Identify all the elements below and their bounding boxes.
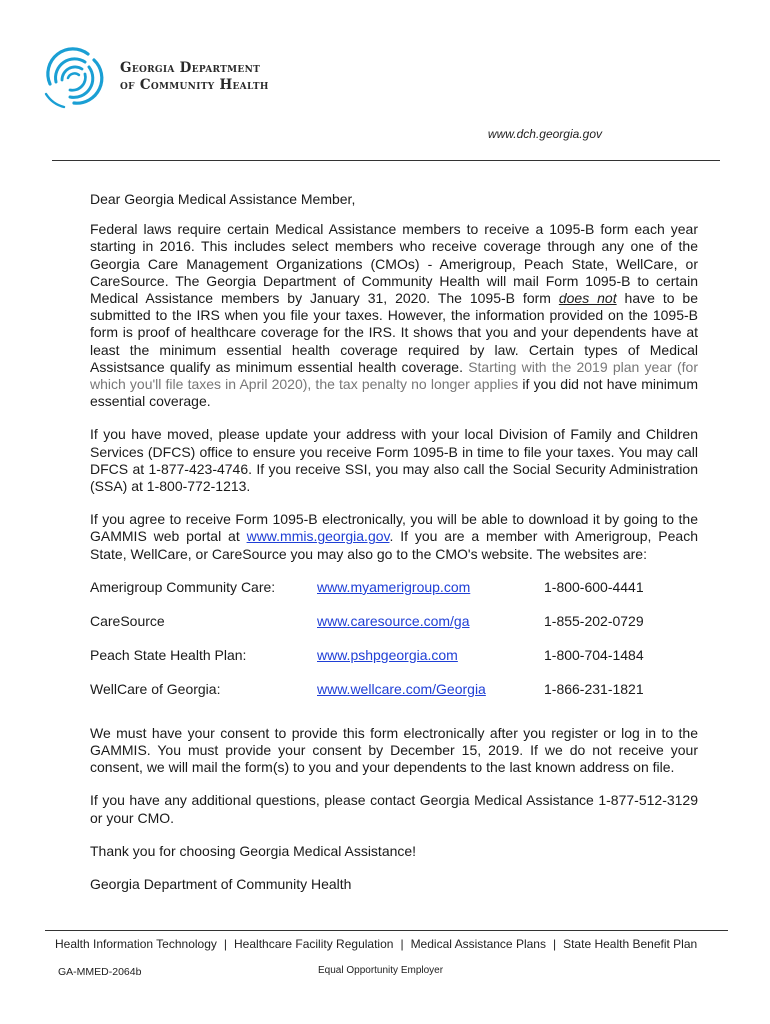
footer-nav-item: State Health Benefit Plan	[563, 937, 698, 951]
table-row	[90, 647, 698, 681]
paragraph-address-update: If you have moved, please update your address with your local Division of Family and Children Services (DFCS) office to ensure you receive Form 1095-B in time to file your taxes. You may call DFCS at 1-877-423-4746. If you receive SSI, you may also call the Social Security Administration (SSA) at 1-800-772-1213.	[90, 426, 698, 495]
dch-logo-icon	[40, 44, 108, 112]
p3-text-b: . If you are a member with Amerigroup, Peach State, WellCare, or CareSource you may also go to the CMO's website. The websites are:	[90, 528, 698, 562]
header-divider	[52, 160, 720, 161]
cmo-website-link[interactable]: www.pshpgeorgia.com	[317, 646, 458, 663]
cmo-phone: 1-800-704-1484	[544, 646, 644, 663]
signature: Georgia Department of Community Health	[90, 876, 352, 893]
cmo-name: Peach State Health Plan:	[90, 646, 247, 663]
footer-nav	[55, 937, 697, 951]
cmo-table	[90, 579, 698, 715]
paragraph-1095b-intro	[90, 221, 698, 410]
gammis-portal-link[interactable]: www.mmis.georgia.gov	[246, 528, 390, 545]
footer-nav-item: Health Information Technology	[55, 937, 217, 951]
letter-body	[90, 191, 698, 909]
cmo-website-link[interactable]: www.wellcare.com/Georgia	[317, 680, 486, 697]
p1-text-b: have to be submitted to the IRS when you file your taxes. However, the information provided on the 1095-B form is proof of healthcare coverage for the IRS. It shows that you and your dependents have at least the minimum essential health coverage required by law. Certain types of Medical Assistsance qualify as minimum essential health coverage.	[90, 290, 698, 375]
header-website: www.dch.georgia.gov	[487, 127, 602, 141]
cmo-website-link[interactable]: www.caresource.com/ga	[317, 612, 470, 629]
cmo-name: WellCare of Georgia:	[90, 680, 221, 697]
footer-separator: |	[552, 937, 557, 951]
p1-text-a: Federal laws require certain Medical Assistance members to receive a 1095-B form each year starting in 2016. This includes select members who receive coverage through any one of the Georgia Care Management Organizations (CMOs) - Amerigroup, Peach State, WellCare, or CareSource. The Georgia Department of Community Health will mail Form 1095-B to certain Medical Assistance members by January 31, 2020. The 1095-B form	[90, 221, 698, 307]
form-code: GA-MMED-2064b	[58, 966, 142, 978]
table-row	[90, 579, 698, 613]
paragraph-thanks: Thank you for choosing Georgia Medical Assistance!	[90, 842, 417, 859]
p1-text-c: if you did not have minimum essential coverage.	[90, 376, 698, 410]
p3-text-a: If you agree to receive Form 1095-B electronically, you will be able to download it by going to the GAMMIS web portal at	[90, 511, 698, 545]
org-name-line2: of Community Health	[120, 77, 269, 93]
paragraph-electronic-access	[90, 511, 698, 563]
cmo-phone: 1-800-600-4441	[544, 578, 644, 595]
p1-emphasis: does not	[558, 290, 617, 307]
p1-tax-penalty-note: Starting with the 2019 plan year (for which you'll file taxes in April 2020), the tax penalty no longer applies	[90, 358, 698, 393]
cmo-website-link[interactable]: www.myamerigroup.com	[317, 578, 471, 595]
cmo-phone: 1-855-202-0729	[544, 612, 644, 629]
salutation: Dear Georgia Medical Assistance Member,	[90, 191, 356, 207]
footer-nav-item: Medical Assistance Plans	[410, 937, 546, 951]
org-name	[120, 60, 269, 94]
org-name-line1: Georgia Department	[120, 60, 261, 76]
cmo-phone: 1-866-231-1821	[544, 680, 644, 697]
footer-separator: |	[223, 937, 228, 951]
table-row	[90, 681, 698, 715]
footer-divider	[45, 930, 728, 931]
cmo-name: Amerigroup Community Care:	[90, 578, 276, 595]
paragraph-consent: We must have your consent to provide this form electronically after you register or log in to the GAMMIS. You must provide your consent by December 15, 2019. If we do not receive your consent, we will mail the form(s) to you and your dependents to the last known address on file.	[90, 724, 698, 776]
equal-opportunity-employer: Equal Opportunity Employer	[318, 965, 444, 976]
cmo-name: CareSource	[90, 612, 165, 629]
paragraph-questions: If you have any additional questions, please contact Georgia Medical Assistance 1-877-512-3129 or your CMO.	[90, 792, 698, 826]
table-row	[90, 613, 698, 647]
footer-nav-item: Healthcare Facility Regulation	[234, 937, 394, 951]
footer-separator: |	[400, 937, 404, 951]
